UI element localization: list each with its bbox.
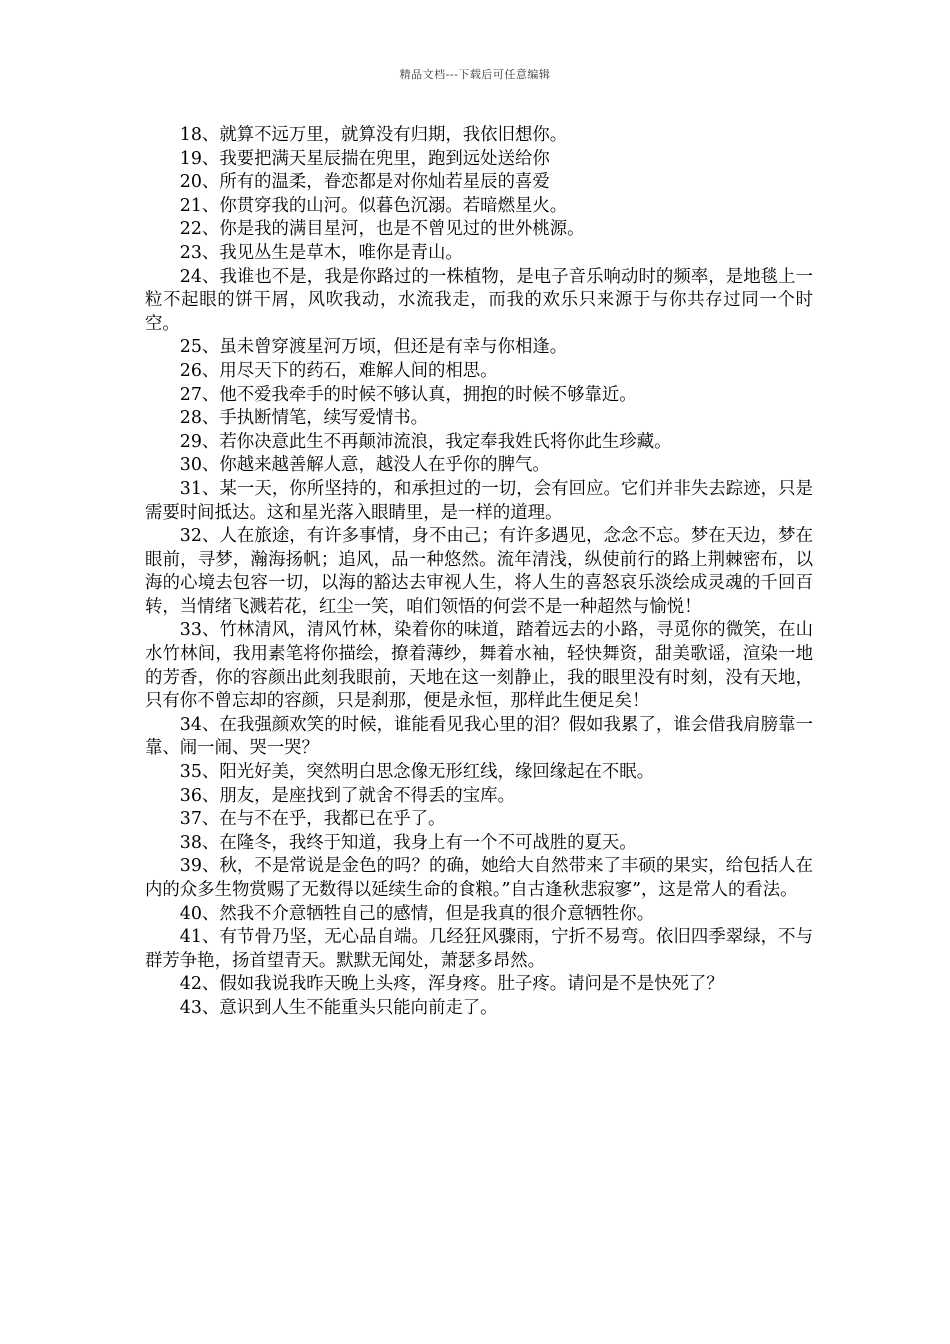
paragraph-32: 32、人在旅途，有许多事情，身不由己；有许多遇见，念念不忘。梦在天边，梦在眼前，寻梦，瀚海扬帆；追风，品一种悠然。流年清浅，纵使前行的路上荆棘密布，以海的心境去包容一切，以海的豁达去审视人生，将人生的喜怒哀乐淡绘成灵魂的千回百转，当情绪飞溅若花，红尘一笑，咱们领悟的何尝不是一种超然与愉悦！ (145, 526, 813, 617)
paragraph-27: 27、他不爱我牵手的时候不够认真，拥抱的时候不够靠近。 (179, 384, 637, 405)
paragraph-35: 35、阳光好美，突然明白思念像无形红线，缘回缘起在不眠。 (179, 762, 655, 783)
paragraph-36: 36、朋友，是座找到了就舍不得丢的宝库。 (179, 785, 515, 806)
paragraph-20: 20、所有的温柔，眷恋都是对你灿若星辰的喜爱 (179, 172, 550, 193)
paragraph-26: 26、用尽天下的药石，难解人间的相思。 (179, 360, 498, 381)
document-body (145, 124, 813, 1021)
paragraph-40: 40、然我不介意牺牲自己的感情，但是我真的很介意牺牲你。 (179, 903, 655, 924)
paragraph-28: 28、手执断情笔，续写爱情书。 (179, 408, 429, 429)
paragraph-43: 43、意识到人生不能重头只能向前走了。 (179, 997, 498, 1018)
paragraph-25: 25、虽未曾穿渡星河万顷，但还是有幸与你相逢。 (179, 337, 568, 358)
page-header: 精品文档---下载后可任意编辑 (399, 68, 551, 81)
paragraph-34: 34、在我强颜欢笑的时候，谁能看见我心里的泪？假如我累了，谁会借我肩膀靠一靠、闹一闹、哭一哭？ (145, 714, 813, 759)
paragraph-42: 42、假如我说我昨天晚上头疼，浑身疼。肚子疼。请问是不是快死了？ (179, 974, 724, 995)
paragraph-37: 37、在与不在乎，我都已在乎了。 (179, 809, 446, 830)
paragraph-39: 39、秋，不是常说是金色的吗？的确，她给大自然带来了丰硕的果实，给包括人在内的众多生物赏赐了无数得以延续生命的食粮。”自古逢秋悲寂寥”，这是常人的看法。 (145, 856, 813, 900)
paragraph-38: 38、在隆冬，我终于知道，我身上有一个不可战胜的夏天。 (179, 832, 637, 853)
paragraph-33: 33、竹林清风，清风竹林，染着你的味道，踏着远去的小路，寻觅你的微笑，在山水竹林间，我用素笔将你描绘，撩着薄纱，舞着水袖，轻快舞资，甜美歌谣，渲染一地的芳香，你的容颜出此刻我眼前，天地在这一刻静止，我的眼里没有时刻，没有天地，只有你不曾忘却的容颜，只是刹那，便是永恒，那样此生便足矣！ (145, 620, 813, 712)
paragraph-22: 22、你是我的满目星河，也是不曾见过的世外桃源。 (179, 219, 585, 240)
paragraph-19: 19、我要把满天星辰揣在兜里，跑到远处送给你 (179, 148, 550, 169)
paragraph-30: 30、你越来越善解人意，越没人在乎你的脾气。 (179, 455, 550, 476)
paragraph-24: 24、我谁也不是，我是你路过的一株植物，是电子音乐响动时的频率，是地毯上一粒不起眼的饼干屑，风吹我动，水流我走，而我的欢乐只来源于与你共存过同一个时空。 (145, 266, 813, 334)
paragraph-23: 23、我见丛生是草木，唯你是青山。 (179, 242, 463, 263)
paragraph-31: 31、某一天，你所坚持的，和承担过的一切，会有回应。它们并非失去踪迹，只是需要时间抵达。这和星光落入眼睛里，是一样的道理。 (145, 478, 813, 523)
paragraph-41: 41、有节骨乃坚，无心品自端。几经狂风骤雨，宁折不易弯。依旧四季翠绿，不与群芳争艳，扬首望青天。默默无闻处，萧瑟多昂然。 (145, 927, 813, 971)
paragraph-21: 21、你贯穿我的山河。似暮色沉溺。若暗燃星火。 (179, 195, 568, 216)
paragraph-29: 29、若你决意此生不再颠沛流浪，我定奉我姓氏将你此生珍藏。 (179, 431, 672, 452)
paragraph-18: 18、就算不远万里，就算没有归期，我依旧想你。 (179, 125, 568, 145)
